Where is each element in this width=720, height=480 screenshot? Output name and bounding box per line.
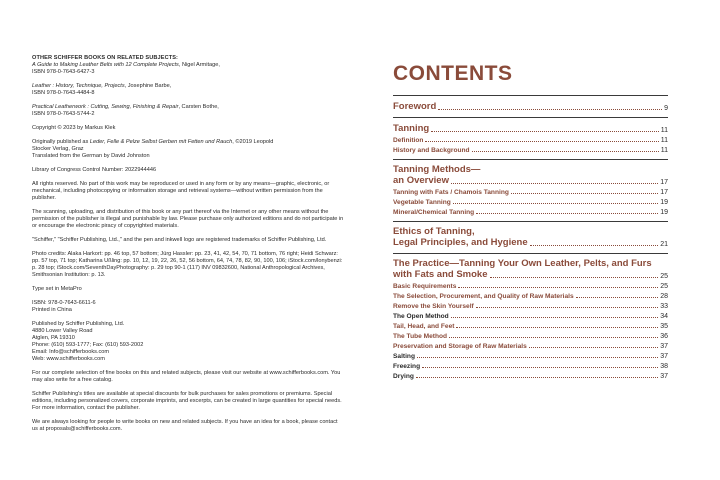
orig-title: Leder, Felle & Pelze Selbst Gerben mit Fetten und Rauch xyxy=(89,139,233,145)
publisher-city: Atglen, PA 19310 xyxy=(32,335,75,341)
toc-entry-freezing[interactable] xyxy=(393,363,668,370)
toc-entry-tube[interactable] xyxy=(393,333,668,340)
related-heading: OTHER SCHIFFER BOOKS ON RELATED SUBJECTS: xyxy=(32,55,179,61)
leader-dots xyxy=(458,287,658,288)
toc-entry-vegetable[interactable] xyxy=(393,199,668,206)
toc-entry-methods[interactable] xyxy=(393,175,668,186)
toc-entry-remove[interactable] xyxy=(393,303,668,310)
leader-dots xyxy=(451,183,658,184)
discounts-note: Schiffer Publishing's titles are available at special discounts for bulk purchases for sales promotions or premiums. Special editions, including personalized covers, corporate imprints, and excerpts, can be created in large quantities for special needs. For more information, contact the publisher. xyxy=(32,391,342,411)
toc-label: Definition xyxy=(393,137,424,144)
toc-page: 37 xyxy=(660,353,668,360)
toc-label: Preservation and Storage of Raw Materials xyxy=(393,343,527,350)
orig-post: , ©2019 Leopold xyxy=(232,139,274,145)
toc-page: 19 xyxy=(660,199,668,206)
toc-page: 34 xyxy=(660,313,668,320)
translator: Translated from the German by David Johnston xyxy=(32,153,150,159)
contents-title: CONTENTS xyxy=(393,62,513,85)
toc-section-practice xyxy=(393,258,668,280)
toc-entry-tanning[interactable] xyxy=(393,123,668,134)
divider xyxy=(393,117,668,118)
divider xyxy=(393,221,668,222)
toc-label: Tanning with Fats / Chamois Tanning xyxy=(393,189,509,196)
typeset-note: Type set in MetaPro xyxy=(32,286,82,292)
leader-dots xyxy=(431,131,658,132)
toc-entry-tail[interactable] xyxy=(393,323,668,330)
toc-label: Tail, Head, and Feet xyxy=(393,323,455,330)
toc-page: 38 xyxy=(660,363,668,370)
scanning-notice: The scanning, uploading, and distribution of this book or any part thereof via the Internet or any other means without the permission of the publisher is illegal and punishable by law. Please purchase only authorized editions and do not participate in or encourage the electronic piracy of copyrighted materials. xyxy=(32,209,344,229)
loc-number: Library of Congress Control Number: 2022944446 xyxy=(32,167,157,173)
toc-heading: The Practice—Tanning Your Own Leather, Pelts, and Furs xyxy=(393,258,652,269)
toc-entry-preservation[interactable] xyxy=(393,343,668,350)
toc-page: 28 xyxy=(660,293,668,300)
orig-publisher: Stocker Verlag, Graz xyxy=(32,146,84,152)
toc-label: Salting xyxy=(393,353,415,360)
isbn: ISBN: 978-0-7643-6611-6 xyxy=(32,300,96,306)
publisher-phone: Phone: (610) 593-1777; Fax: (610) 593-2002 xyxy=(32,342,144,348)
toc-label: Tanning xyxy=(393,123,430,134)
toc-label: The Open Method xyxy=(393,313,449,320)
related-books xyxy=(32,83,344,97)
toc-label: Foreword xyxy=(393,101,437,112)
toc-label: Mineral/Chemical Tanning xyxy=(393,209,475,216)
printed-in: Printed in China xyxy=(32,307,72,313)
catalog-note: For our complete selection of fine books on this and related subjects, please visit our website at www.schifferbooks.com. You may also write for a free catalog. xyxy=(32,370,341,383)
toc-entry-foreword[interactable] xyxy=(393,101,668,112)
related-isbn: ISBN 978-0-7643-4484-8 xyxy=(32,90,95,96)
related-title: A Guide to Making Leather Belts with 12 Complete Projects xyxy=(32,62,179,68)
leader-dots xyxy=(472,151,659,152)
toc-page: 11 xyxy=(660,147,668,154)
toc-label: The Tube Method xyxy=(393,333,448,340)
related-author: , Josephine Barbe, xyxy=(124,83,172,89)
toc-section-methods xyxy=(393,164,668,186)
toc-entry-history[interactable] xyxy=(393,147,668,154)
toc-page: 37 xyxy=(660,343,668,350)
toc-page: 11 xyxy=(660,127,668,134)
toc-page: 17 xyxy=(660,179,668,186)
toc-entry-definition[interactable] xyxy=(393,137,668,144)
toc-entry-drying[interactable] xyxy=(393,373,668,380)
toc-page: 33 xyxy=(660,303,668,310)
leader-dots xyxy=(417,357,658,358)
table-of-contents xyxy=(393,95,668,380)
toc-page: 21 xyxy=(660,241,668,248)
publisher-name: Published by Schiffer Publishing, Ltd. xyxy=(32,321,125,327)
leader-dots xyxy=(456,327,658,328)
divider xyxy=(393,159,668,160)
divider xyxy=(393,95,668,96)
toc-entry-ethics[interactable] xyxy=(393,237,668,248)
leader-dots xyxy=(476,307,658,308)
toc-entry-practice[interactable] xyxy=(393,269,668,280)
toc-label: an Overview xyxy=(393,175,449,186)
publisher-email: Email: Info@schifferbooks.com xyxy=(32,349,110,355)
leader-dots xyxy=(453,203,658,204)
original-publication xyxy=(32,139,344,160)
divider xyxy=(393,253,668,254)
leader-dots xyxy=(511,193,658,194)
authors-note: We are always looking for people to write books on new and related subjects. If you have an idea for a book, please contact us at proposals@schifferbooks.com. xyxy=(32,419,338,432)
publisher-address xyxy=(32,321,344,363)
photo-credits: Photo credits: Alaka Harkort: pp. 46 top, 57 bottom; Jürg Hassler: pp. 23, 41, 42, 54, 70, 71 bottom, 76 right; Heidi Schwarz: pp. 57 top, 71 top; Katharina Ußling: pp. 10, 12, 19, 22, 26, 52, 56 bottom, 64, 74, 78, 82, 90, 100, 106; iStock.com/lonybenzi: p. 28 top; iStock.com/SeventhDayPhotography: p. 29 top 90-1 (117) INV 09832600, National Anthropological Archives, Smithsonian Institution: p. 13. xyxy=(32,251,343,278)
toc-label: Drying xyxy=(393,373,414,380)
leader-dots xyxy=(449,337,658,338)
toc-page: 36 xyxy=(660,333,668,340)
publisher-street: 4880 Lower Valley Road xyxy=(32,328,93,334)
toc-page: 11 xyxy=(660,137,668,144)
leader-dots xyxy=(438,109,662,110)
related-author: , Carsten Bothe, xyxy=(178,104,219,110)
toc-heading: Ethics of Tanning, xyxy=(393,226,475,237)
related-author: , Nigel Armitage, xyxy=(178,62,220,68)
toc-page: 17 xyxy=(660,189,668,196)
leader-dots xyxy=(425,141,658,142)
toc-page: 19 xyxy=(660,209,668,216)
toc-section-ethics xyxy=(393,226,668,248)
toc-label: Vegetable Tanning xyxy=(393,199,451,206)
toc-entry-mineral[interactable] xyxy=(393,209,668,216)
rights-notice: All rights reserved. No part of this work may be reproduced or used in any form or by any means—graphic, electronic, or mechanical, including photocopying or information storage and retrieval systems—without written permission from the publisher. xyxy=(32,181,330,201)
related-isbn: ISBN 978-0-7643-6427-3 xyxy=(32,69,95,75)
toc-label: Legal Principles, and Hygiene xyxy=(393,237,528,248)
toc-entry-open[interactable] xyxy=(393,313,668,320)
toc-entry-selection[interactable] xyxy=(393,293,668,300)
leader-dots xyxy=(576,297,659,298)
toc-entry-basic[interactable] xyxy=(393,283,668,290)
toc-label: Basic Requirements xyxy=(393,283,457,290)
toc-page: 9 xyxy=(664,105,668,112)
toc-entry-fats[interactable] xyxy=(393,189,668,196)
leader-dots xyxy=(490,277,659,278)
related-title: Leather : History, Technique, Projects xyxy=(32,83,125,89)
toc-label: Freezing xyxy=(393,363,421,370)
toc-heading: Tanning Methods— xyxy=(393,164,481,175)
leader-dots xyxy=(476,213,658,214)
publisher-web: Web: www.schifferbooks.com xyxy=(32,356,105,362)
toc-label: History and Background xyxy=(393,147,470,154)
toc-label: Remove the Skin Yourself xyxy=(393,303,474,310)
toc-label: The Selection, Procurement, and Quality of Raw Materials xyxy=(393,293,574,300)
isbn-block xyxy=(32,300,344,314)
toc-page: 25 xyxy=(660,283,668,290)
leader-dots xyxy=(422,367,658,368)
leader-dots xyxy=(451,317,659,318)
related-title: Practical Leatherwork : Cutting, Sewing, Finishing & Repair xyxy=(32,104,179,110)
toc-page: 25 xyxy=(660,273,668,280)
related-books xyxy=(32,55,344,76)
toc-entry-salting[interactable] xyxy=(393,353,668,360)
toc-page: 35 xyxy=(660,323,668,330)
leader-dots xyxy=(530,245,659,246)
orig-pre: Originally published as xyxy=(32,139,90,145)
related-isbn: ISBN 978-0-7643-5744-2 xyxy=(32,111,95,117)
leader-dots xyxy=(529,347,658,348)
toc-label: with Fats and Smoke xyxy=(393,269,488,280)
leader-dots xyxy=(416,377,658,378)
copyright-line: Copyright © 2023 by Markus Klek xyxy=(32,125,116,131)
toc-page: 37 xyxy=(660,373,668,380)
related-books xyxy=(32,104,344,118)
trademark-notice: "Schiffer," "Schiffer Publishing, Ltd.," and the pen and inkwell logo are registered trademarks of Schiffer Publishing, Ltd. xyxy=(32,237,327,243)
